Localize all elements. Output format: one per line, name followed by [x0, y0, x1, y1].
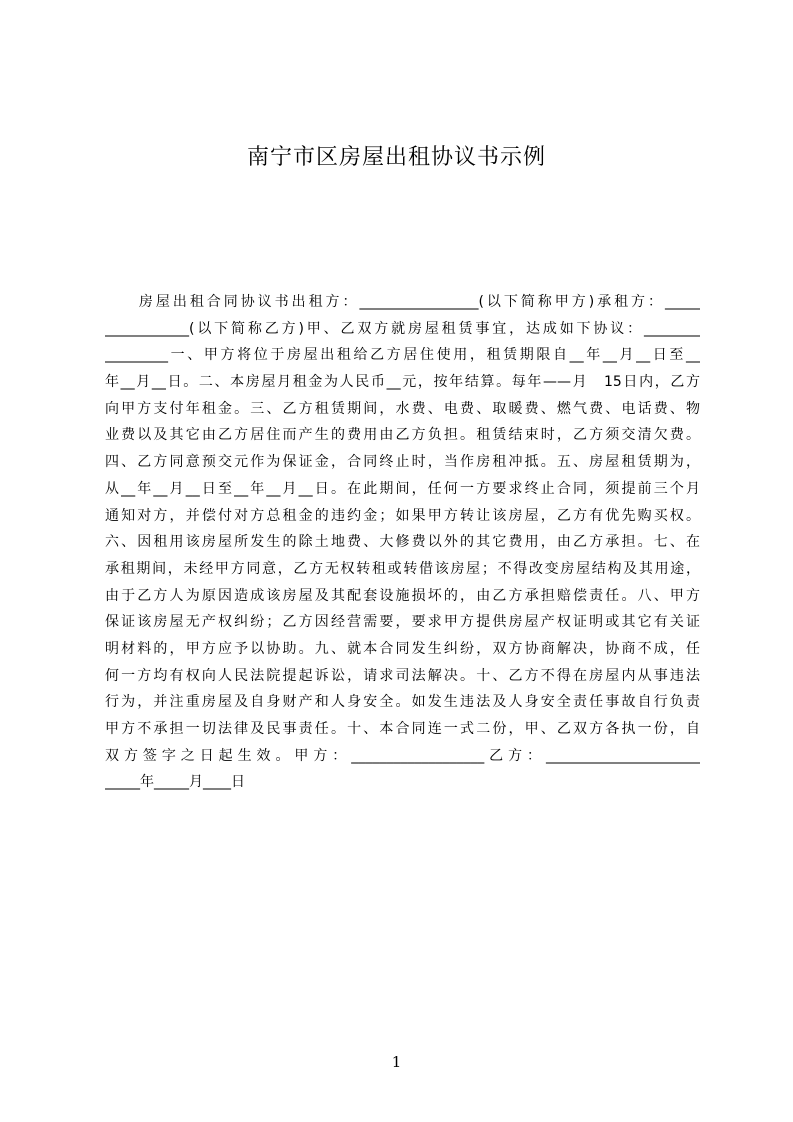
body-line: 六、因租用该房屋所发生的除土地费、大修费以外的其它费用，由乙方承担。七、在 [105, 534, 700, 551]
body-line: 由于乙方人为原因造成该房屋及其配套设施损坏的，由乙方承担赔偿责任。八、甲方 [105, 587, 700, 604]
body-line: 业费以及其它由乙方居住而产生的费用由乙方负担。租赁结束时，乙方须交清欠费。 [105, 427, 700, 444]
body-line: 通知对方，并偿付对方总租金的违约金；如果甲方转让该房屋，乙方有优先购买权。 [105, 507, 700, 524]
body-line: 双方签字之日起生效。甲方：___________________乙方：______________________ [105, 747, 700, 764]
body-line: ____________(以下简称乙方)甲、乙双方就房屋租赁事宜，达成如下协议：________ [105, 320, 700, 337]
body-line: 明材料的，甲方应予以协助。九、就本合同发生纠纷，双方协商解决，协商不成，任 [105, 640, 700, 657]
body-line: 承租期间，未经甲方同意，乙方无权转租或转借该房屋；不得改变房屋结构及其用途， [105, 560, 700, 577]
body-line: 四、乙方同意预交元作为保证金，合同终止时，当作房租冲抵。五、房屋租赁期为， [105, 454, 700, 471]
body-line: 从__年__月__日至__年__月__日。在此期间，任何一方要求终止合同，须提前三个月 [105, 480, 700, 497]
page-number: 1 [391, 1053, 402, 1071]
document-body [105, 289, 700, 796]
body-line: 向甲方支付年租金。三、乙方租赁期间，水费、电费、取暖费、燃气费、电话费、物 [105, 400, 700, 417]
body-line: 保证该房屋无产权纠纷；乙方因经营需要，要求甲方提供房屋产权证明或其它有关证 [105, 614, 700, 631]
body-line: 房屋出租合同协议书出租方：_________________(以下简称甲方)承租方：_____ [105, 294, 700, 310]
body-line: _________一、甲方将位于房屋出租给乙方居住使用，租赁期限自__年__月__日至__ [105, 347, 700, 364]
body-line: 何一方均有权向人民法院提起诉讼，请求司法解决。十、乙方不得在房屋内从事违法 [105, 667, 700, 684]
document-title: 南宁市区房屋出租协议书示例 [246, 145, 546, 170]
body-line: 甲方不承担一切法律及民事责任。十、本合同连一式二份，甲、乙双方各执一份，自 [105, 721, 700, 737]
body-line: _____年_____月____日 [105, 774, 245, 791]
body-line: 年__月__日。二、本房屋月租金为人民币__元，按年结算。每年——月 15日内，乙方 [105, 374, 700, 391]
body-line: 行为，并注重房屋及自身财产和人身安全。如发生违法及人身安全责任事故自行负责 [105, 694, 700, 711]
